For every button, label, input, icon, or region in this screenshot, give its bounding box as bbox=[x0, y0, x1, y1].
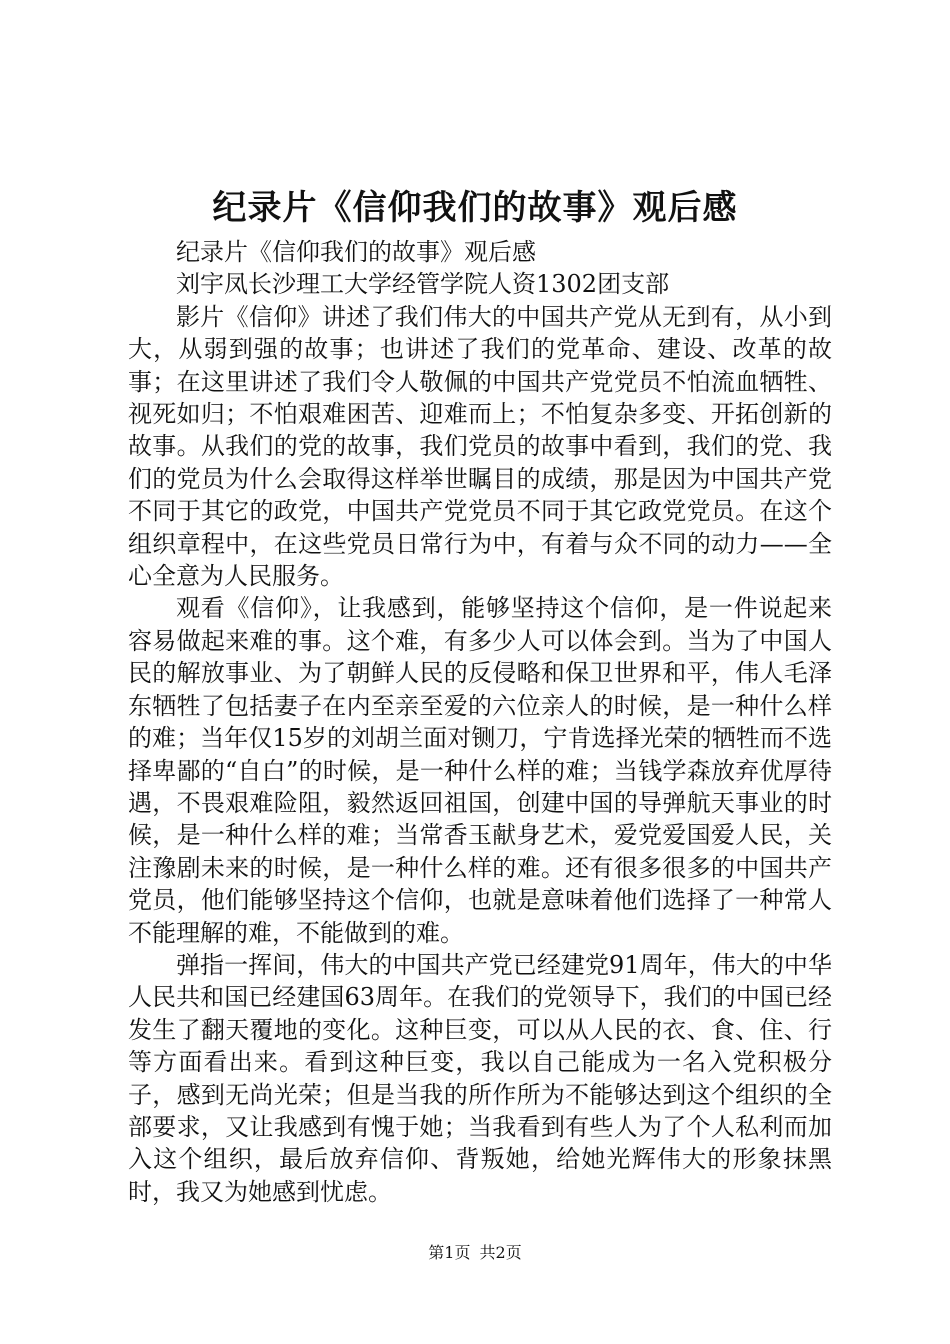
body-paragraph: 观看《信仰》，让我感到，能够坚持这个信仰，是一件说起来容易做起来难的事。这个难，有多少人可以体会到。当为了中国人民的解放事业、为了朝鲜人民的反侵略和保卫世界和平，伟人毛泽东牺牲了包括妻子在内至亲至爱的六位亲人的时候，是一种什么样的难；当年仅15岁的刘胡兰面对铡刀，宁肯选择光荣的牺牲而不选择卑鄙的“自白”的时候，是一种什么样的难；当钱学森放弃优厚待遇，不畏艰难险阻，毅然返回祖国，创建中国的导弹航天事业的时候，是一种什么样的难；当常香玉献身艺术，爱党爱国爱人民，关注豫剧未来的时候，是一种什么样的难。还有很多很多的中国共产党员，他们能够坚持这个信仰，也就是意味着他们选择了一种常人不能理解的难，不能做到的难。 bbox=[128, 594, 832, 947]
document-title: 纪录片《信仰我们的故事》观后感 bbox=[212, 188, 738, 228]
document-body bbox=[128, 236, 832, 1208]
page-number: 第1页 bbox=[428, 1243, 471, 1262]
body-paragraph: 影片《信仰》讲述了我们伟大的中国共产党从无到有，从小到大，从弱到强的故事；也讲述了我们的党革命、建设、改革的故事；在这里讲述了我们令人敬佩的中国共产党党员不怕流血牺牲、视死如归；不怕艰难困苦、迎难而上；不怕复杂多变、开拓创新的故事。从我们的党的故事，我们党员的故事中看到，我们的党、我们的党员为什么会取得这样举世瞩目的成绩，那是因为中国共产党不同于其它的政党，中国共产党党员不同于其它政党党员。在这个组织章程中，在这些党员日常行为中，有着与众不同的动力——全心全意为人民服务。 bbox=[128, 302, 832, 591]
body-paragraph: 弹指一挥间，伟大的中国共产党已经建党91周年，伟大的中华人民共和国已经建国63周年。在我们的党领导下，我们的中国已经发生了翻天覆地的变化。这种巨变，可以从人民的衣、食、住、行等方面看出来。看到这种巨变，我以自己能成为一名入党积极分子，感到无尚光荣；但是当我的所作所为不能够达到这个组织的全部要求，又让我感到有愧于她；当我看到有些人为了个人私利而加入这个组织，最后放弃信仰、背叛她，给她光辉伟大的形象抹黑时，我又为她感到忧虑。 bbox=[128, 950, 832, 1206]
author-line: 刘宇凤长沙理工大学经管学院人资1302团支部 bbox=[176, 270, 670, 299]
page-total: 共2页 bbox=[479, 1243, 522, 1262]
page-footer bbox=[0, 1242, 950, 1264]
subtitle-line: 纪录片《信仰我们的故事》观后感 bbox=[176, 238, 536, 266]
